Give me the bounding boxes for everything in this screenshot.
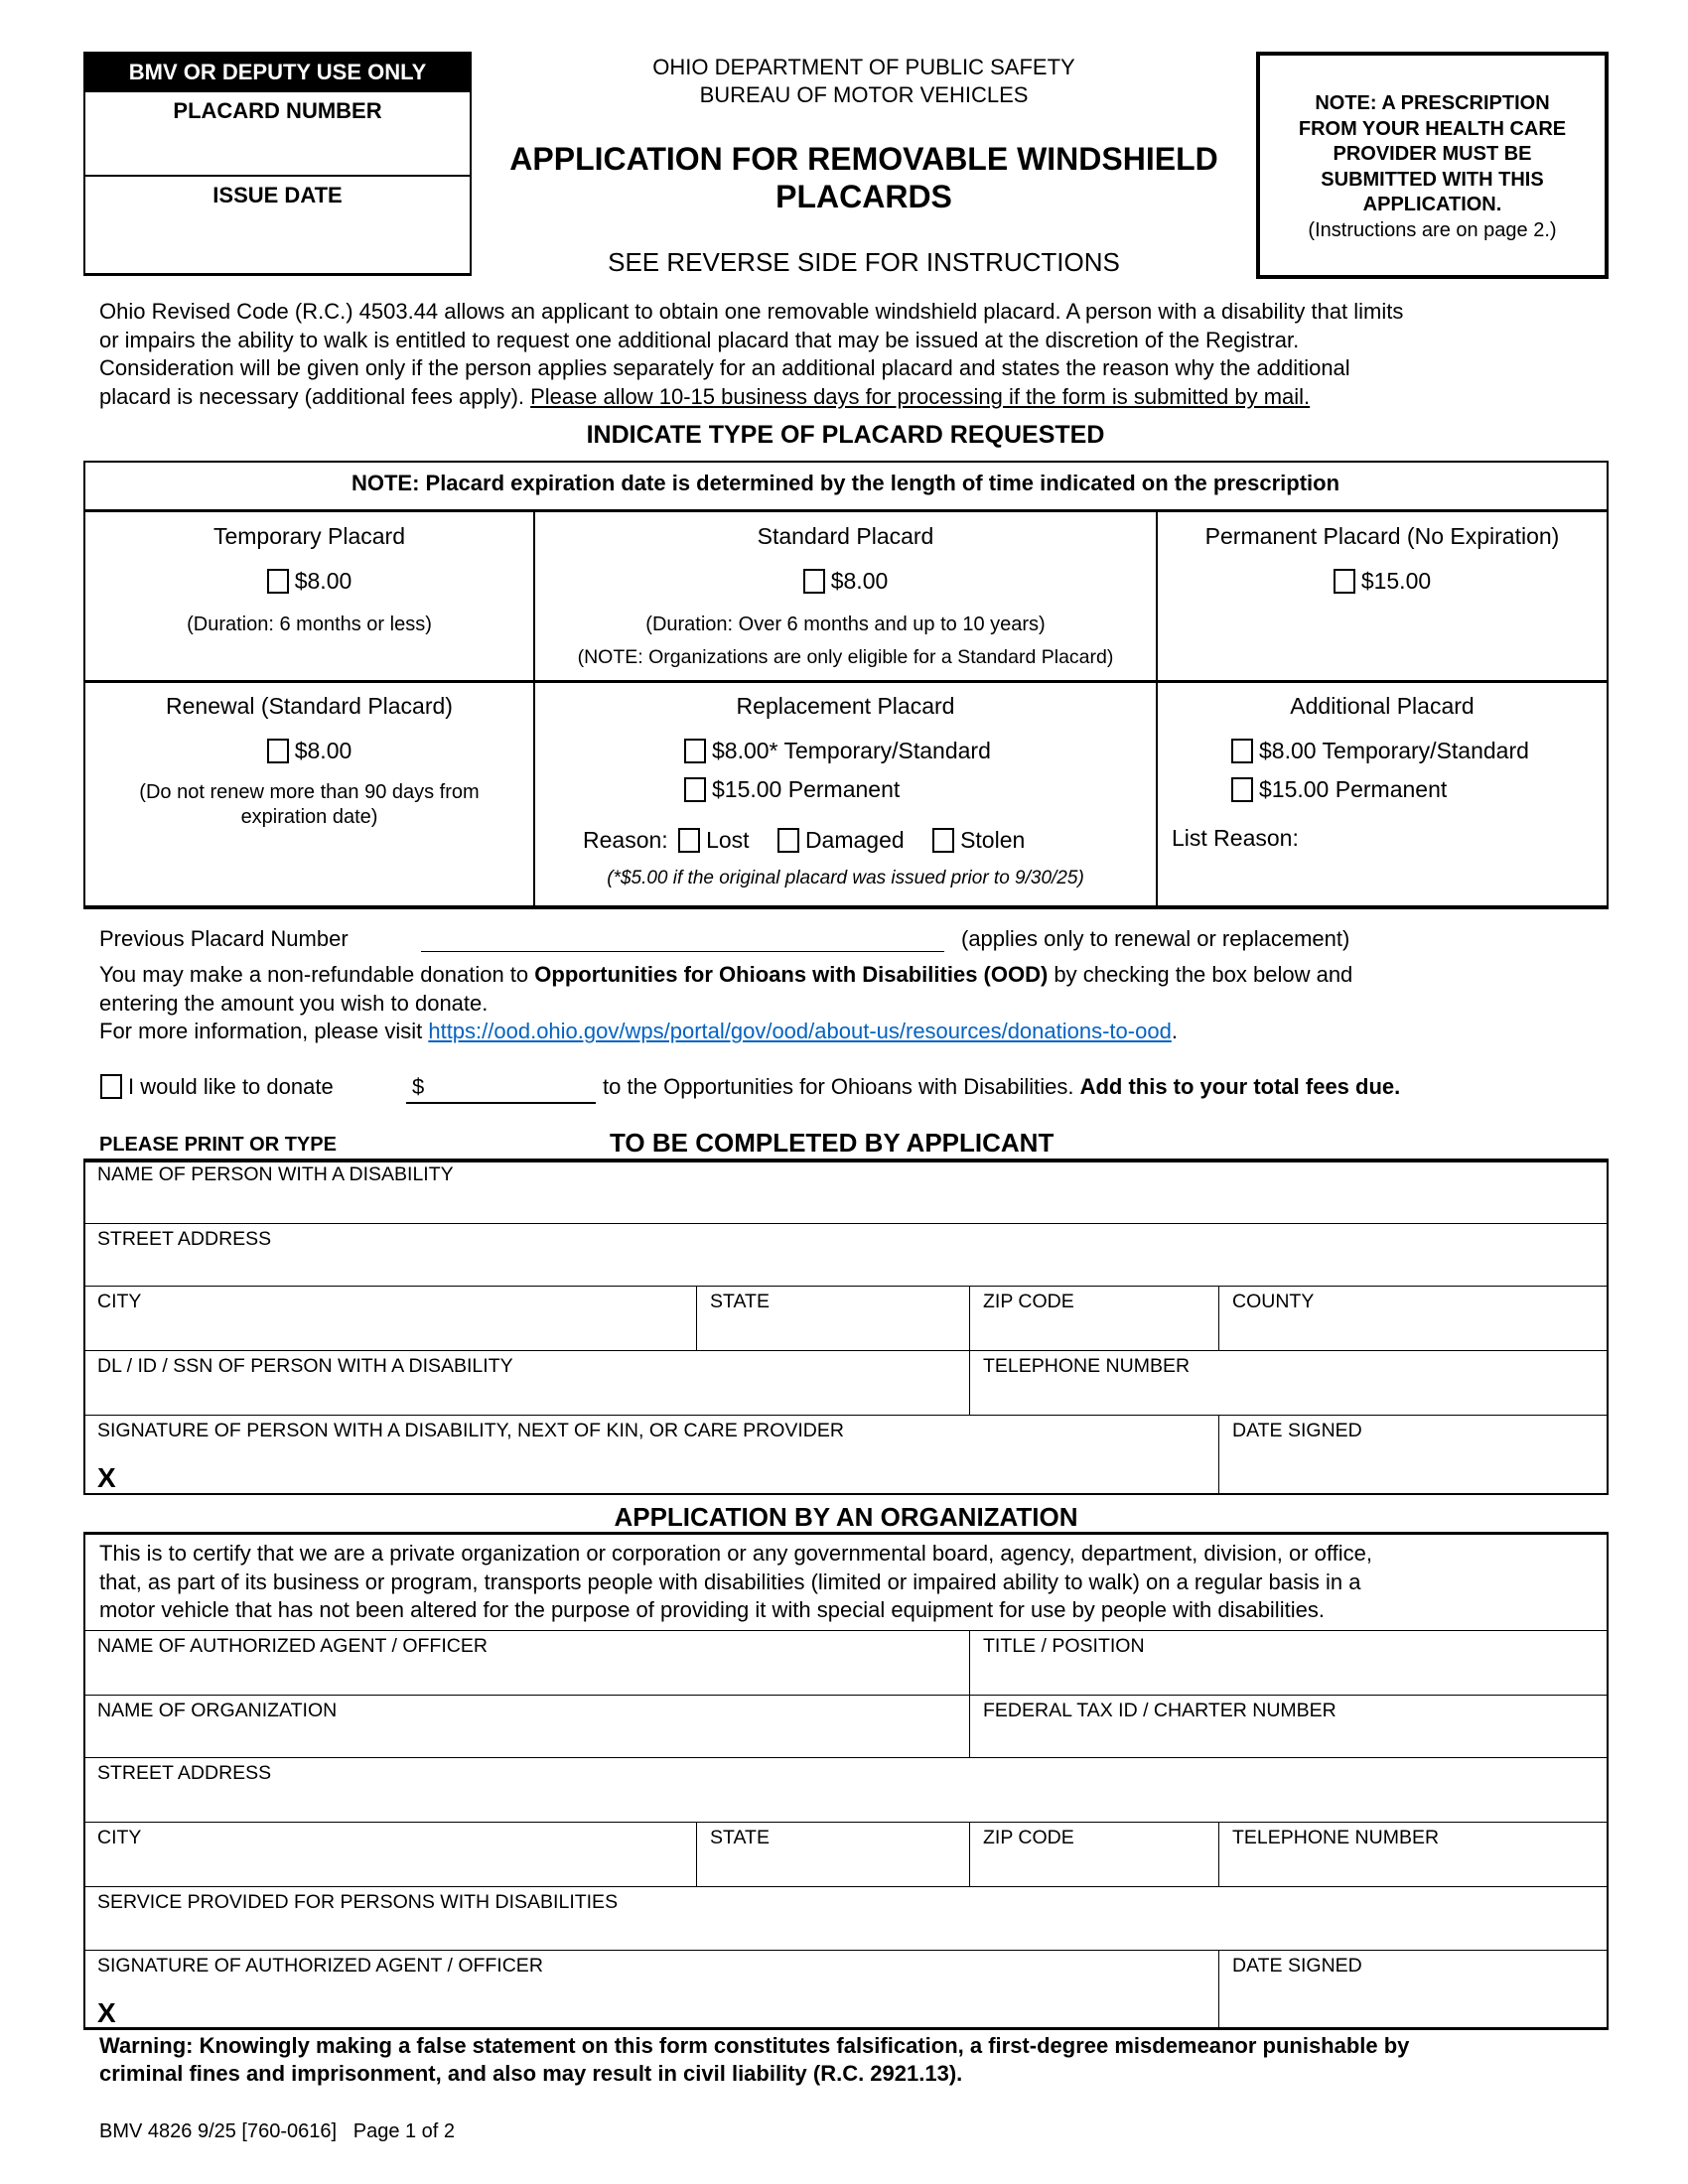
- standard-option[interactable]: [535, 567, 1156, 596]
- temporary-placard-cell: [85, 522, 533, 638]
- warning-line: Warning: Knowingly making a false statement on this form constitutes falsification, a first-degree misdemeanor punishable by: [99, 2033, 1410, 2058]
- applicant-name-field[interactable]: [83, 1160, 1609, 1224]
- additional-placard-cell: [1158, 692, 1607, 852]
- cert-line: This is to certify that we are a private organization or corporation or any governmental board, agency, department, division, or office,: [99, 1541, 1372, 1566]
- field-label: SIGNATURE OF AUTHORIZED AGENT / OFFICER: [97, 1955, 543, 1977]
- donation-text: by checking the box below and: [1048, 962, 1353, 987]
- renewal-title: Renewal (Standard Placard): [166, 693, 453, 719]
- placard-number-field[interactable]: [85, 92, 470, 177]
- temporary-title: Temporary Placard: [212, 523, 406, 549]
- applicant-county-field[interactable]: [1218, 1286, 1609, 1351]
- field-label: TELEPHONE NUMBER: [983, 1355, 1191, 1377]
- page-title-line2: PLACARDS: [775, 179, 952, 214]
- standard-desc: (Duration: Over 6 months and up to 10 years): [645, 614, 1046, 635]
- field-label: NAME OF PERSON WITH A DISABILITY: [97, 1163, 454, 1185]
- replacement-option-permanent[interactable]: [684, 775, 1156, 804]
- replacement-title: Replacement Placard: [736, 693, 955, 719]
- standard-placard-cell: [535, 522, 1156, 671]
- note-line: NOTE: A PRESCRIPTION: [1315, 92, 1550, 114]
- org-zip-field[interactable]: [969, 1822, 1219, 1887]
- donate-checkbox[interactable]: [100, 1074, 122, 1099]
- field-label: FEDERAL TAX ID / CHARTER NUMBER: [983, 1700, 1336, 1721]
- field-label: STATE: [710, 1827, 770, 1848]
- donation-line: [99, 1018, 1352, 1046]
- field-label: TITLE / POSITION: [983, 1635, 1145, 1657]
- replacement-reason-row: [583, 826, 1156, 854]
- lost-label: Lost: [706, 827, 750, 853]
- donate-after: [603, 1074, 1400, 1100]
- field-label: CITY: [97, 1291, 142, 1312]
- intro-line: Consideration will be given only if the person applies separately for an additional placard and states the reason why the additional: [99, 355, 1350, 381]
- previous-placard-label: Previous Placard Number: [99, 926, 349, 951]
- org-date-field[interactable]: [1218, 1950, 1609, 2030]
- placard-number-label: PLACARD NUMBER: [173, 98, 382, 123]
- bmv-header: BMV OR DEPUTY USE ONLY: [85, 54, 470, 92]
- replacement-standard-label: $8.00* Temporary/Standard: [712, 738, 991, 763]
- additional-permanent-label: $15.00 Permanent: [1259, 776, 1448, 802]
- renewal-option[interactable]: [85, 737, 533, 765]
- warning-text: [99, 2032, 1409, 2088]
- dollar-sign: $: [412, 1074, 425, 1099]
- additional-standard-label: $8.00 Temporary/Standard: [1259, 738, 1529, 763]
- field-label: NAME OF AUTHORIZED AGENT / OFFICER: [97, 1635, 488, 1657]
- replacement-standard-checkbox[interactable]: [684, 739, 706, 763]
- field-label: COUNTY: [1232, 1291, 1315, 1312]
- cert-line: that, as part of its business or program, transports people with disabilities (limited or impaired ability to walk) on a regular basis in a: [99, 1569, 1361, 1594]
- field-label: NAME OF ORGANIZATION: [97, 1700, 338, 1721]
- additional-standard-checkbox[interactable]: [1231, 739, 1253, 763]
- note-line: FROM YOUR HEALTH CARE: [1298, 117, 1567, 140]
- note-line: SUBMITTED WITH THIS: [1321, 168, 1544, 191]
- temporary-fee: $8.00: [294, 568, 352, 594]
- donation-text: For more information, please visit: [99, 1019, 429, 1044]
- renewal-checkbox[interactable]: [267, 739, 289, 763]
- previous-placard-note: (applies only to renewal or replacement): [961, 926, 1350, 951]
- intro-text: placard is necessary (additional fees apply).: [99, 384, 531, 410]
- temporary-checkbox[interactable]: [267, 569, 289, 594]
- issue-date-field[interactable]: [85, 177, 470, 208]
- donation-text: You may make a non-refundable donation to: [99, 962, 535, 987]
- intro-paragraph: [99, 298, 1403, 412]
- expiration-note: NOTE: Placard expiration date is determined by the length of time indicated on the prescription: [351, 471, 1340, 495]
- additional-title: Additional Placard: [1290, 693, 1475, 719]
- org-city-field[interactable]: [83, 1822, 697, 1887]
- additional-permanent-checkbox[interactable]: [1231, 777, 1253, 802]
- applicant-dl-field[interactable]: [83, 1350, 970, 1416]
- donation-text: .: [1171, 1019, 1178, 1044]
- replacement-footnote: (*$5.00 if the original placard was issued prior to 9/30/25): [607, 868, 1084, 888]
- additional-reason-label: List Reason:: [1172, 825, 1299, 851]
- form-footer: BMV 4826 9/25 [760-0616] Page 1 of 2: [99, 2120, 456, 2142]
- stolen-checkbox[interactable]: [932, 828, 954, 853]
- signature-x-mark: X: [97, 1997, 116, 2028]
- signature-x-mark: X: [97, 1462, 116, 1493]
- ood-name: Opportunities for Ohioans with Disabilities (OOD): [534, 962, 1049, 987]
- note-line: (Instructions are on page 2.): [1308, 218, 1557, 241]
- field-label: STATE: [710, 1291, 770, 1312]
- renewal-placard-cell: [85, 692, 533, 830]
- field-label: DL / ID / SSN OF PERSON WITH A DISABILITY: [97, 1355, 513, 1377]
- issue-date-label: ISSUE DATE: [212, 183, 343, 207]
- applicant-heading: TO BE COMPLETED BY APPLICANT: [610, 1128, 1055, 1158]
- permanent-checkbox[interactable]: [1334, 569, 1355, 594]
- stolen-label: Stolen: [960, 827, 1026, 853]
- processing-note: Please allow 10-15 business days for processing if the form is submitted by mail.: [530, 384, 1311, 410]
- applicant-street-field[interactable]: [83, 1223, 1609, 1287]
- permanent-option[interactable]: [1158, 567, 1607, 596]
- applicant-state-field[interactable]: [696, 1286, 970, 1351]
- page-title: APPLICATION FOR REMOVABLE WINDSHIELD: [509, 141, 1218, 177]
- cert-line: motor vehicle that has not been altered for the purpose of providing it with special equipment for use by people with disabilities.: [99, 1597, 1325, 1623]
- ood-donation-link[interactable]: https://ood.ohio.gov/wps/portal/gov/ood/about-us/resources/donations-to-ood: [428, 1019, 1172, 1044]
- permanent-placard-cell: [1158, 522, 1607, 596]
- replacement-option-standard[interactable]: [684, 737, 1156, 765]
- field-label: DATE SIGNED: [1232, 1420, 1362, 1441]
- temporary-desc: (Duration: 6 months or less): [187, 614, 432, 635]
- replacement-placard-cell: [535, 692, 1156, 892]
- placard-section-heading: INDICATE TYPE OF PLACARD REQUESTED: [586, 421, 1105, 449]
- replacement-permanent-checkbox[interactable]: [684, 777, 706, 802]
- additional-option-standard[interactable]: [1231, 737, 1607, 765]
- applicant-date-field[interactable]: [1218, 1415, 1609, 1495]
- donation-line: [99, 961, 1352, 990]
- standard-checkbox[interactable]: [803, 569, 825, 594]
- dept-name: OHIO DEPARTMENT OF PUBLIC SAFETY: [652, 55, 1075, 79]
- prescription-note-box: [1256, 52, 1609, 279]
- tax-id-field[interactable]: [969, 1695, 1609, 1758]
- bureau-name: BUREAU OF MOTOR VEHICLES: [699, 82, 1029, 107]
- certification-text: [99, 1540, 1372, 1625]
- damaged-label: Damaged: [804, 827, 905, 853]
- permanent-title: Permanent Placard (No Expiration): [1204, 523, 1560, 549]
- standard-note: (NOTE: Organizations are only eligible for a Standard Placard): [577, 646, 1114, 668]
- org-phone-field[interactable]: [1218, 1822, 1609, 1887]
- field-label: ZIP CODE: [983, 1291, 1074, 1312]
- instructions-note: SEE REVERSE SIDE FOR INSTRUCTIONS: [608, 247, 1120, 277]
- donation-paragraph: [99, 961, 1352, 1046]
- applicant-signature-field[interactable]: [83, 1415, 1219, 1495]
- renewal-fee: $8.00: [294, 738, 352, 763]
- agent-name-field[interactable]: [83, 1630, 970, 1696]
- donate-after-text: to the Opportunities for Ohioans with Disabilities.: [603, 1074, 1080, 1099]
- intro-line: Ohio Revised Code (R.C.) 4503.44 allows an applicant to obtain one removable windshield placard. A person with a disability that limits: [99, 299, 1404, 324]
- field-label: STREET ADDRESS: [97, 1762, 272, 1784]
- field-label: DATE SIGNED: [1232, 1955, 1362, 1977]
- applicant-zip-field[interactable]: [969, 1286, 1219, 1351]
- renewal-desc: expiration date): [240, 806, 378, 828]
- service-field[interactable]: [83, 1886, 1609, 1951]
- applicant-phone-field[interactable]: [969, 1350, 1609, 1416]
- replacement-permanent-label: $15.00 Permanent: [712, 776, 901, 802]
- additional-option-permanent[interactable]: [1231, 775, 1607, 804]
- field-label: CITY: [97, 1827, 142, 1848]
- donate-row: [100, 1074, 334, 1100]
- bmv-use-box: [83, 52, 472, 276]
- organization-heading: APPLICATION BY AN ORGANIZATION: [614, 1502, 1078, 1532]
- permanent-fee: $15.00: [1360, 568, 1432, 594]
- standard-title: Standard Placard: [757, 523, 934, 549]
- donate-amount-input[interactable]: [406, 1074, 596, 1104]
- add-to-fees: Add this to your total fees due.: [1079, 1074, 1401, 1099]
- damaged-checkbox[interactable]: [777, 828, 799, 853]
- org-street-field[interactable]: [83, 1757, 1609, 1823]
- note-line: APPLICATION.: [1362, 194, 1502, 215]
- previous-placard-input[interactable]: [421, 951, 944, 952]
- intro-line: or impairs the ability to walk is entitled to request one additional placard that may be issued at the discretion of the Registrar.: [99, 327, 1300, 352]
- agent-signature-field[interactable]: [83, 1950, 1219, 2030]
- intro-line: [99, 383, 1403, 412]
- reason-label: Reason:: [583, 827, 668, 853]
- donate-label: I would like to donate: [128, 1074, 334, 1099]
- temporary-option[interactable]: [85, 567, 533, 596]
- renewal-desc: (Do not renew more than 90 days from: [139, 781, 480, 803]
- donation-line: entering the amount you wish to donate.: [99, 990, 489, 1016]
- standard-fee: $8.00: [830, 568, 889, 594]
- applicant-city-field[interactable]: [83, 1286, 697, 1351]
- org-state-field[interactable]: [696, 1822, 970, 1887]
- print-or-type: PLEASE PRINT OR TYPE: [99, 1134, 337, 1156]
- field-label: STREET ADDRESS: [97, 1228, 272, 1250]
- lost-checkbox[interactable]: [678, 828, 700, 853]
- field-label: TELEPHONE NUMBER: [1232, 1827, 1440, 1848]
- warning-line: criminal fines and imprisonment, and also may result in civil liability (R.C. 2921.13).: [99, 2061, 963, 2086]
- field-label: ZIP CODE: [983, 1827, 1074, 1848]
- agent-title-field[interactable]: [969, 1630, 1609, 1696]
- field-label: SERVICE PROVIDED FOR PERSONS WITH DISABILITIES: [97, 1891, 619, 1913]
- divider: [83, 680, 1609, 683]
- field-label: SIGNATURE OF PERSON WITH A DISABILITY, NEXT OF KIN, OR CARE PROVIDER: [97, 1420, 844, 1441]
- org-name-field[interactable]: [83, 1695, 970, 1758]
- divider: [83, 509, 1609, 512]
- note-line: PROVIDER MUST BE: [1333, 143, 1532, 165]
